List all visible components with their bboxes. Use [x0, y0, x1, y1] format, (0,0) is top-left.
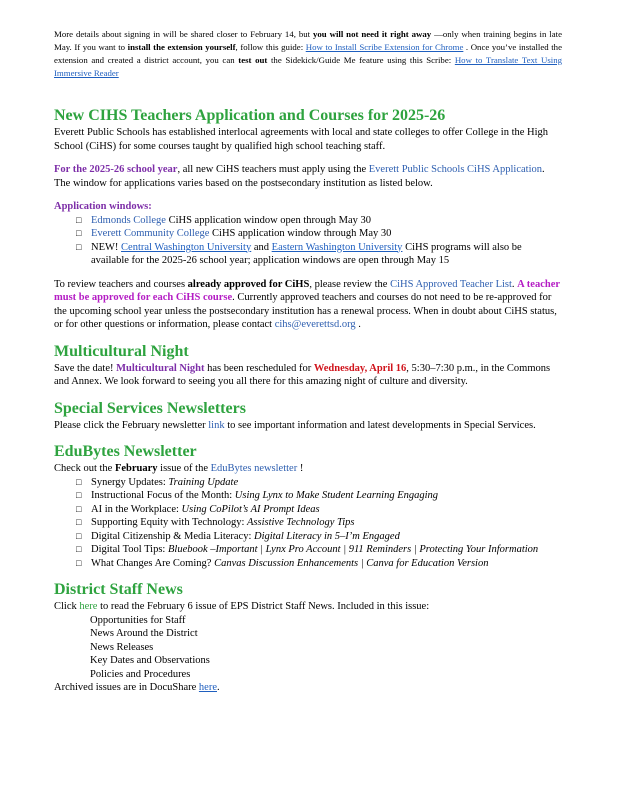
topic-detail: Canvas Discussion Enhancements | Canva for Education Version — [214, 557, 489, 569]
staff-news-here-link[interactable]: here — [79, 601, 98, 612]
central-washington-link[interactable]: Central Washington University — [121, 241, 252, 253]
edubytes-text: Check out the — [54, 463, 115, 474]
scribe-intro-paragraph — [54, 28, 562, 80]
cihs-email-link[interactable]: cihs@everettsd.org — [274, 319, 356, 330]
new-label: NEW! — [91, 241, 122, 253]
special-services-newsletter-link[interactable]: link — [208, 419, 225, 431]
list-item — [76, 557, 562, 571]
cihs-text: . — [511, 278, 518, 290]
special-text: to see important information and latest developments in Special Services. — [224, 419, 536, 431]
special-services-paragraph — [54, 419, 562, 433]
window-text: CiHS programs will also be available for the 2025-26 school year; application windows are open through May 15 — [91, 241, 522, 266]
topic-detail: Digital Literacy in 5–I’m Engaged — [254, 530, 400, 542]
list-item: Policies and Procedures — [90, 668, 191, 680]
special-services-heading: Special Services Newsletters — [54, 399, 246, 417]
immersive-reader-scribe-link[interactable]: How to Translate Text Using Immersive Reader — [54, 55, 562, 78]
window-text: and — [251, 241, 272, 253]
special-text: Please click the February newsletter — [54, 419, 209, 431]
edubytes-text: ! — [297, 463, 304, 474]
multicultural-text: has been rescheduled for — [204, 362, 314, 374]
staff-text: Click — [54, 601, 80, 612]
eastern-washington-link[interactable]: Eastern Washington University — [271, 241, 403, 253]
list-item: News Releases — [90, 641, 154, 653]
edubytes-topics-list — [54, 476, 562, 571]
edubytes-month: February — [114, 463, 158, 474]
intro-bold-text: install the extension yourself — [127, 42, 236, 52]
list-item — [76, 530, 562, 544]
district-staff-news-heading: District Staff News — [54, 581, 183, 598]
topic-label: Supporting Equity with Technology: — [91, 517, 247, 528]
archive-paragraph — [54, 681, 562, 695]
list-item — [76, 214, 562, 228]
checkbox-bullet-icon: □ — [76, 557, 82, 568]
intro-text: . Once you’ve installed the extension and created a district account, you can — [54, 42, 562, 65]
staff-text: to read the February 6 issue of EPS District Staff News. Included in this issue: — [97, 601, 430, 612]
intro-text: the Sidekick/Guide Me feature using this Scribe: — [267, 55, 455, 65]
cihs-approved-paragraph — [54, 278, 562, 332]
cihs-intro-paragraph: Everett Public Schools has established interlocal agreements with local and state colleges to offer College in the High School (CiHS) for some courses taught by qualified high school teaching staff. — [54, 127, 549, 152]
edubytes-heading: EduBytes Newsletter — [54, 443, 197, 460]
intro-bold-text: test out — [238, 55, 268, 65]
cihs-text: , all new CiHS teachers must apply using the — [177, 164, 369, 175]
topic-label: Digital Citizenship & Media Literacy: — [91, 530, 255, 542]
scribe-extension-guide-link[interactable]: How to Install Scribe Extension for Chrome — [305, 42, 464, 52]
list-item — [76, 516, 562, 530]
cihs-bold-text: already approved for CiHS — [187, 278, 310, 290]
checkbox-bullet-icon: □ — [76, 214, 82, 225]
event-date: Wednesday, April 16 — [313, 362, 407, 374]
multicultural-text: , 5:30–7:30 p.m., in the Commons and Annex. We look forward to seeing you all there for this amazing night of culture and diversity. — [54, 362, 551, 387]
topic-label: AI in the Workplace: — [91, 503, 182, 515]
topic-detail: Assistive Technology Tips — [246, 517, 355, 528]
window-text: CiHS application window open through May 30 — [165, 214, 371, 226]
topic-detail: Using CoPilot’s AI Prompt Ideas — [181, 503, 320, 515]
window-text: CiHS application window through May 30 — [209, 228, 392, 239]
checkbox-bullet-icon: □ — [76, 530, 82, 541]
checkbox-bullet-icon: □ — [76, 544, 82, 554]
approved-teacher-list-link[interactable]: CiHS Approved Teacher List — [390, 278, 512, 290]
list-item — [76, 227, 562, 241]
school-year-lead: For the 2025-26 school year — [54, 164, 178, 175]
checkbox-bullet-icon: □ — [76, 517, 82, 527]
intro-bold-text: you will not need it right away — [312, 29, 432, 39]
topic-label: Digital Tool Tips: — [91, 544, 168, 555]
docushare-archive-link[interactable]: here — [198, 682, 217, 693]
intro-text: —only when training begins in late May. If you want to — [54, 29, 563, 52]
list-item — [76, 503, 562, 517]
everett-community-college-link[interactable]: Everett Community College — [91, 228, 210, 239]
intro-text: , follow this guide: — [235, 42, 306, 52]
cihs-text: . The window for applications varies based on the postsecondary institution as listed below. — [54, 164, 545, 189]
multicultural-text: Save the date! — [54, 362, 117, 374]
checkbox-bullet-icon: □ — [76, 228, 82, 238]
archive-text: Archived issues are in DocuShare — [54, 682, 199, 693]
topic-detail: Training Update — [168, 476, 239, 488]
application-windows-label: Application windows: — [54, 201, 152, 212]
list-item: News Around the District — [90, 628, 198, 639]
cihs-application-paragraph — [54, 163, 562, 190]
topic-label: Instructional Focus of the Month: — [91, 490, 235, 501]
archive-text: . — [217, 682, 220, 693]
edubytes-intro — [54, 462, 562, 476]
staff-news-contents — [54, 614, 562, 682]
cihs-text: . — [355, 319, 361, 330]
edmonds-college-link[interactable]: Edmonds College — [91, 214, 166, 226]
intro-text: More details about signing in will be shared closer to February 14, but — [54, 29, 313, 39]
topic-detail: Using Lynx to Make Student Learning Engaging — [234, 490, 439, 501]
staff-news-intro — [54, 600, 562, 614]
list-item: Key Dates and Observations — [90, 655, 210, 666]
edubytes-text: issue of the — [157, 463, 211, 474]
checkbox-bullet-icon: □ — [76, 503, 82, 514]
cihs-text: To review teachers and courses — [54, 278, 188, 290]
list-item: Opportunities for Staff — [90, 614, 186, 626]
event-name: Multicultural Night — [116, 362, 205, 374]
edubytes-newsletter-link[interactable]: EduBytes newsletter — [210, 463, 298, 474]
approval-requirement-text: A teacher must be approved for each CiHS course — [54, 278, 560, 303]
cihs-text: , please review the — [309, 278, 391, 290]
list-item — [76, 543, 562, 557]
newsletter-page — [54, 28, 562, 695]
cihs-application-link[interactable]: Everett Public Schools CiHS Application — [368, 164, 543, 175]
list-item — [76, 241, 562, 268]
multicultural-paragraph — [54, 362, 562, 389]
topic-label: Synergy Updates: — [91, 476, 169, 488]
cihs-text: . Currently approved teachers and courses do not need to be re-approved for the upcoming school year unless the postsecondary institution has a renewal process. When in doubt about CiHS status, or for other questions or information, please contact — [54, 292, 557, 330]
list-item — [76, 489, 562, 503]
cihs-heading: New CIHS Teachers Application and Courses for 2025-26 — [54, 107, 446, 124]
topic-detail: Bluebook –Important | Lynx Pro Account | 911 Reminders | Protecting Your Information — [167, 544, 539, 555]
checkbox-bullet-icon: □ — [76, 490, 82, 500]
checkbox-bullet-icon: □ — [76, 476, 82, 487]
topic-label: What Changes Are Coming? — [91, 557, 215, 569]
list-item — [76, 476, 562, 490]
checkbox-bullet-icon: □ — [76, 241, 82, 252]
multicultural-heading: Multicultural Night — [54, 342, 189, 360]
application-windows-list — [54, 214, 562, 268]
